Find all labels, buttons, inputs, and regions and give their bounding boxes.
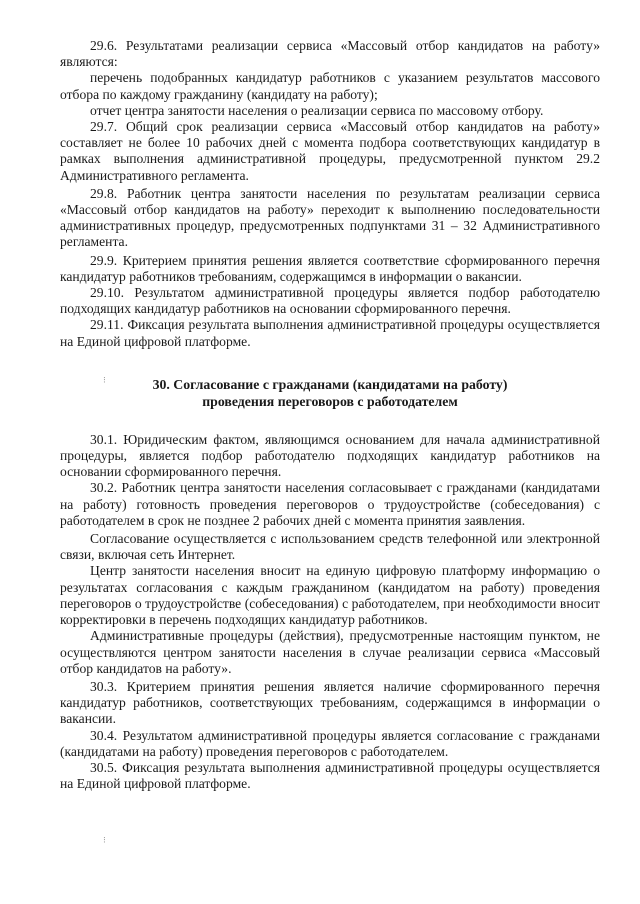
section-30-heading-line2: проведения переговоров с работодателем xyxy=(202,393,458,409)
paragraph-29-6-item-b: отчет центра занятости населения о реализации сервиса по массовому отбору. xyxy=(90,102,544,118)
paragraph-29-6-item-a: перечень подобранных кандидатур работников с указанием результатов массового отбора по каждому гражданину (кандидату на работу); xyxy=(60,70,600,102)
paragraph-29-8: 29.8. Работник центра занятости населения по результатам реализации сервиса «Массовый отбор кандидатов на работу» переходит к выполнению последовательности административных процедур, предусмотренных подпунктами 31 – 32 Административного регламента. xyxy=(60,185,600,250)
paragraph-30-2-method: Согласование осуществляется с использованием средств телефонной или электронной связи, включая сеть Интернет. xyxy=(60,531,600,563)
paragraph-30-3: 30.3. Критерием принятия решения является наличие сформированного перечня кандидатур работников, соответствующих требованиям, содержащимся в информации о вакансии. xyxy=(60,678,600,727)
paragraph-30-2-exception: Административные процедуры (действия), предусмотренные настоящим пунктом, не осуществляются центром занятости населения в случае реализации сервиса «Массовый отбор кандидатов на работу». xyxy=(60,628,600,676)
scan-speck-mark: ⁝ xyxy=(103,836,106,846)
section-30-heading-line1: 30. Согласование с гражданами (кандидатами на работу) xyxy=(152,376,508,392)
paragraph-30-2-platform: Центр занятости населения вносит на единую цифровую платформу информацию о результатах согласования с каждым гражданином (кандидатом на работу) проведения переговоров о трудоустройстве (собеседования) с работодателем, при необходимости вносит корректировки в перечень подходящих кандидатур работников. xyxy=(60,563,600,628)
paragraph-29-11: 29.11. Фиксация результата выполнения административной процедуры осуществляется на Единой цифровой платформе. xyxy=(60,317,600,349)
paragraph-29-10: 29.10. Результатом административной процедуры является подбор работодателю подходящих кандидатур работников на основании сформированного перечня. xyxy=(60,285,600,317)
paragraph-30-5: 30.5. Фиксация результата выполнения административной процедуры осуществляется на Единой цифровой платформе. xyxy=(60,759,600,792)
paragraph-29-6: 29.6. Результатами реализации сервиса «Массовый отбор кандидатов на работу» являются: xyxy=(60,38,600,70)
paragraph-30-4: 30.4. Результатом административной процедуры является согласование с гражданами (кандидатами на работу) проведения переговоров с работодателем. xyxy=(60,727,600,759)
paragraph-29-9: 29.9. Критерием принятия решения является соответствие сформированного перечня кандидатур работников требованиям, содержащимся в информации о вакансии. xyxy=(60,252,600,284)
paragraph-29-7: 29.7. Общий срок реализации сервиса «Массовый отбор кандидатов на работу» составляет не более 10 рабочих дней с момента подбора соответствующих кандидатур в рамках выполнения административной процедуры, предусмотренной пунктом 29.2 Административного регламента. xyxy=(60,119,600,183)
paragraph-30-1: 30.1. Юридическим фактом, являющимся основанием для начала административной процедуры, является подбор работодателю подходящих кандидатур работников на основании сформированного перечня. xyxy=(60,431,600,480)
section-30-heading xyxy=(60,376,600,410)
document-page xyxy=(60,38,600,792)
scan-speck-mark: ⁝ xyxy=(103,376,106,386)
paragraph-30-2: 30.2. Работник центра занятости населения согласовывает с гражданами (кандидатами на работу) готовность проведения переговоров о трудоустройстве (собеседования) с работодателем в срок не позднее 2 рабочих дней с момента принятия заявления. xyxy=(60,480,600,528)
